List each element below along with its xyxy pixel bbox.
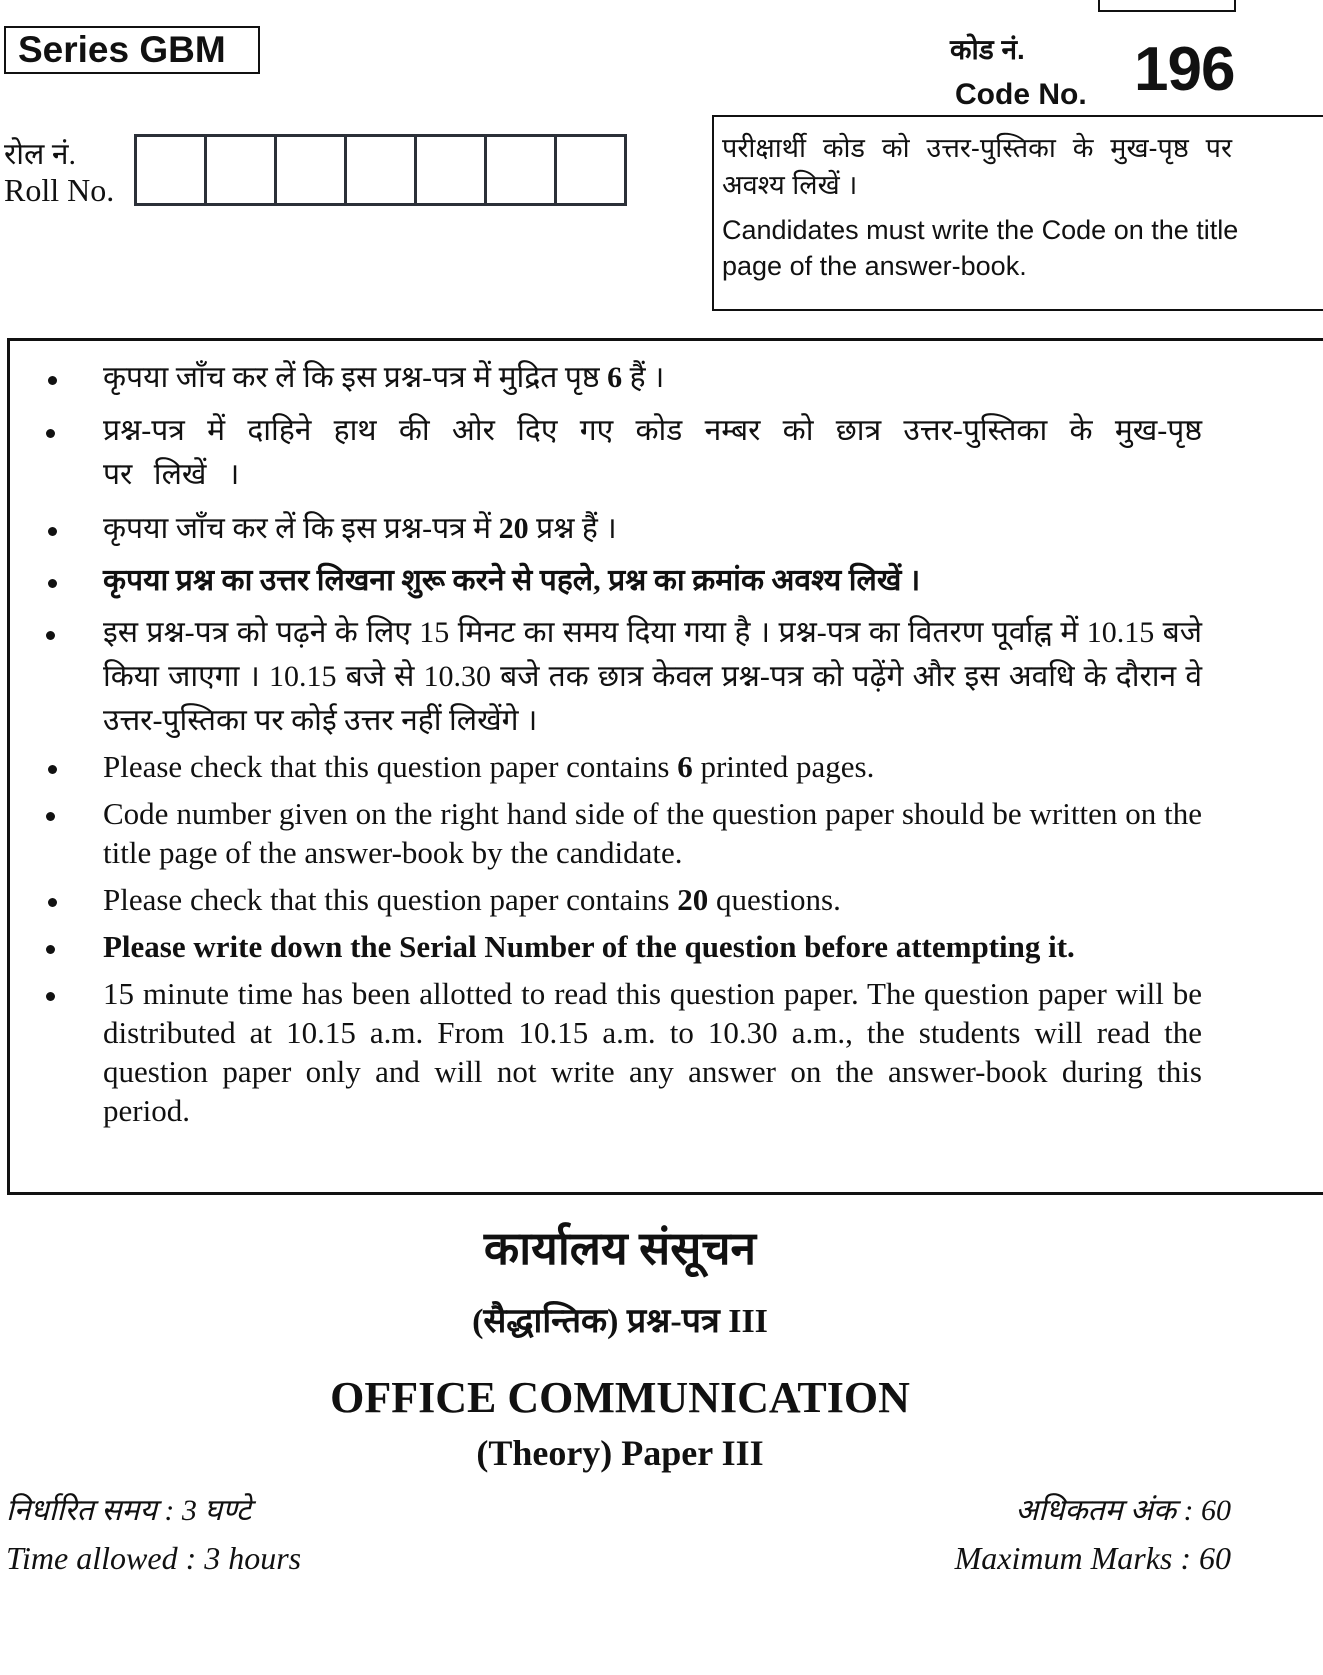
corner-box <box>1098 0 1236 12</box>
code-label-hindi: कोड नं. <box>950 34 1025 65</box>
instruction-item: कृपया जाँच कर लें कि इस प्रश्न-पत्र में मुद्रित पृष्ठ 6 हैं । <box>40 356 1202 400</box>
code-number: 196 <box>1134 35 1235 104</box>
instruction-item: Please check that this question paper contains 6 printed pages. <box>40 747 1202 786</box>
bullet-icon <box>46 747 58 786</box>
paper-subtitle-hindi: (सैद्धान्तिक) प्रश्न-पत्र III <box>472 1303 768 1340</box>
instruction-item: इस प्रश्न-पत्र को पढ़ने के लिए 15 मिनट का समय दिया गया है । प्रश्न-पत्र का वितरण पूर्वाह्न में 10.15 बजे किया जाएगा । 10.15 बजे से 10.30 बजे तक छात्र केवल प्रश्न-पत्र को पढ़ेंगे और इस अवधि के दौरान वे उत्तर-पुस्तिका पर कोई उत्तर नहीं लिखेंगे । <box>40 611 1202 743</box>
bullet-icon <box>46 927 58 966</box>
instruction-item: प्रश्न-पत्र में दाहिने हाथ की ओर दिए गए कोड नम्बर को छात्र उत्तर-पुस्तिका के मुख-पृष्ठ पर लिखें । <box>40 409 1202 497</box>
instruction-item: Code number given on the right hand side of the question paper should be written on the title page of the answer-book by the candidate. <box>40 794 1202 872</box>
roll-cell[interactable] <box>137 137 207 203</box>
series-label: Series GBM <box>4 26 260 74</box>
instruction-item: कृपया प्रश्न का उत्तर लिखना शुरू करने से पहले, प्रश्न का क्रमांक अवश्य लिखें । <box>40 559 1202 603</box>
time-allowed-english: Time allowed : 3 hours <box>6 1540 302 1576</box>
bullet-icon <box>46 559 58 603</box>
bullet-icon <box>46 356 58 400</box>
paper-subtitle-english: (Theory) Paper III <box>476 1433 764 1473</box>
roll-label-english: Roll No. <box>4 172 115 208</box>
subject-title-english: OFFICE COMMUNICATION <box>330 1373 910 1422</box>
instructions-list <box>40 356 1202 1130</box>
max-marks-english: Maximum Marks : 60 <box>954 1540 1231 1576</box>
bullet-icon <box>46 409 58 453</box>
bullet-icon <box>46 974 58 1013</box>
roll-cell[interactable] <box>347 137 417 203</box>
code-note-hindi: परीक्षार्थी कोड को उत्तर-पुस्तिका के मुख-पृष्ठ पर अवश्य लिखें । <box>722 133 1232 200</box>
instruction-item: Please write down the Serial Number of the question before attempting it. <box>40 927 1202 966</box>
instruction-item: कृपया जाँच कर लें कि इस प्रश्न-पत्र में 20 प्रश्न हैं । <box>40 507 1202 551</box>
roll-cell[interactable] <box>557 137 627 203</box>
roll-number-grid <box>134 134 627 206</box>
instruction-item: 15 minute time has been allotted to read this question paper. The question paper will be distributed at 10.15 a.m. From 10.15 a.m. to 10.30 a.m., the students will read the question paper only and will not write any answer on the answer-book during this period. <box>40 974 1202 1130</box>
instruction-item: Please check that this question paper contains 20 questions. <box>40 880 1202 919</box>
bullet-icon <box>46 611 58 655</box>
time-allowed-hindi: निर्धारित समय : 3 घण्टे <box>6 1494 252 1527</box>
roll-cell[interactable] <box>487 137 557 203</box>
roll-cell[interactable] <box>207 137 277 203</box>
roll-label-hindi: रोल नं. <box>4 138 77 171</box>
bullet-icon <box>46 507 58 551</box>
roll-cell[interactable] <box>417 137 487 203</box>
bullet-icon <box>46 880 58 919</box>
subject-title-hindi: कार्यालय संसूचन <box>483 1223 757 1274</box>
code-label-english: Code No. <box>955 78 1087 111</box>
bullet-icon <box>46 794 58 833</box>
roll-cell[interactable] <box>277 137 347 203</box>
max-marks-hindi: अधिकतम अंक : 60 <box>1015 1494 1231 1527</box>
code-note-english: Candidates must write the Code on the title page of the answer-book. <box>722 215 1239 281</box>
